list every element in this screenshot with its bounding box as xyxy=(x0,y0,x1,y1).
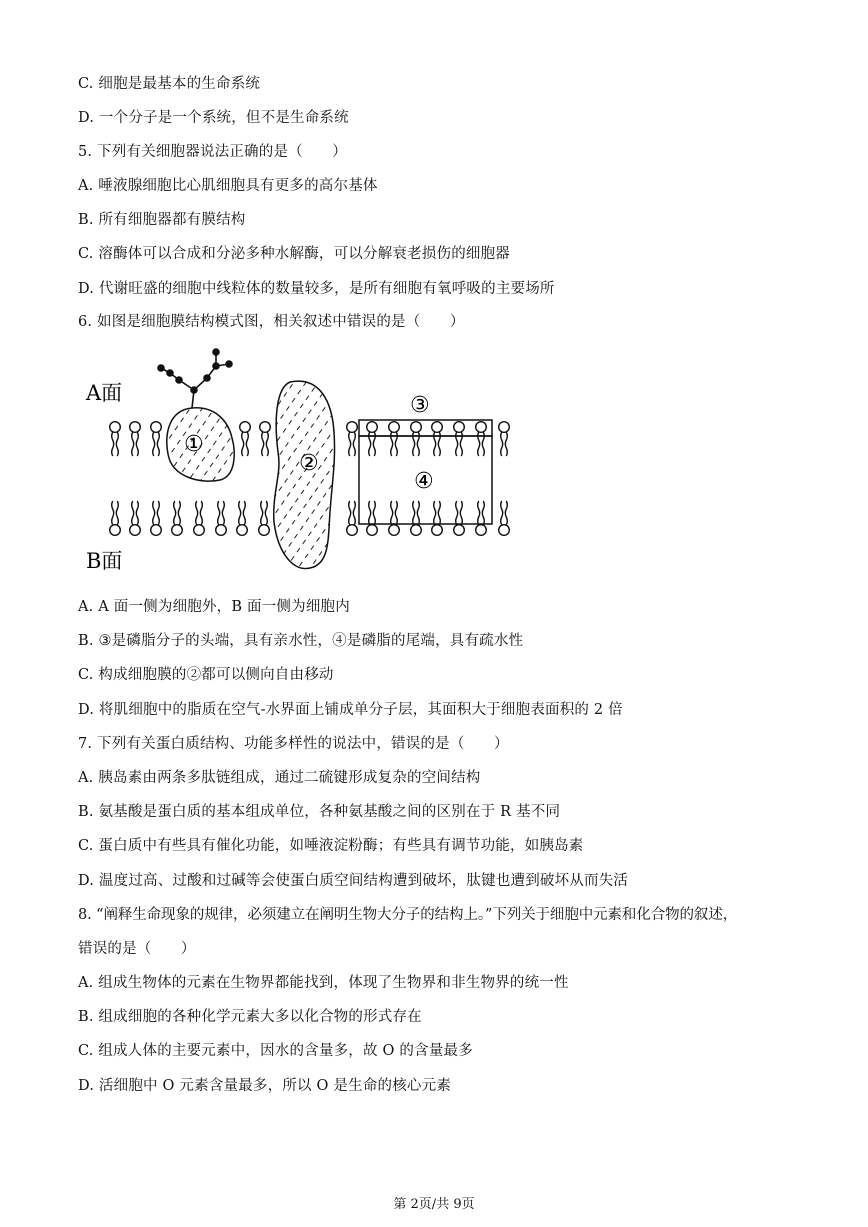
cell-membrane-diagram xyxy=(84,342,524,578)
option-8d: D. 活细胞中 O 元素含量最多，所以 O 是生命的核心元素 xyxy=(78,1078,452,1094)
option-5d: D. 代谢旺盛的细胞中线粒体的数量较多，是所有细胞有氧呼吸的主要场所 xyxy=(78,281,555,297)
mark-4: ④ xyxy=(414,469,434,494)
mark-2: ② xyxy=(299,451,319,476)
mark-3: ③ xyxy=(410,393,430,418)
option-7c: C. 蛋白质中有些具有催化功能，如唾液淀粉酶；有些具有调节功能，如胰岛素 xyxy=(78,838,584,854)
page-footer: 第 2页/共 9页 xyxy=(393,1197,475,1212)
cell-membrane-figure xyxy=(84,342,524,578)
question-7: 7. 下列有关蛋白质结构、功能多样性的说法中，错误的是（ ） xyxy=(78,736,509,752)
question-6: 6. 如图是细胞膜结构模式图，相关叙述中错误的是（ ） xyxy=(78,314,465,330)
head-region-box xyxy=(359,420,492,436)
option-8a: A. 组成生物体的元素在生物界都能找到，体现了生物界和非生物界的统一性 xyxy=(78,975,569,991)
option-5a: A. 唾液腺细胞比心肌细胞具有更多的高尔基体 xyxy=(78,178,378,194)
line-q4d: D. 一个分子是一个系统，但不是生命系统 xyxy=(78,110,349,126)
question-8-cont: 错误的是（ ） xyxy=(78,941,196,957)
question-8: 8. “阐释生命现象的规律，必须建立在阐明生物大分子的结构上。”下列关于细胞中元素和化合物的叙述， xyxy=(78,907,738,923)
option-7b: B. 氨基酸是蛋白质的基本组成单位，各种氨基酸之间的区别在于 R 基不同 xyxy=(78,804,561,820)
line-q4c: C. 细胞是最基本的生命系统 xyxy=(78,76,261,92)
label-a-face: A面 xyxy=(86,381,123,405)
label-b-face: B面 xyxy=(86,549,123,573)
option-5b: B. 所有细胞器都有膜结构 xyxy=(78,212,246,228)
question-5: 5. 下列有关细胞器说法正确的是（ ） xyxy=(78,144,347,160)
glycoprotein-chain xyxy=(158,349,232,408)
option-5c: C. 溶酶体可以合成和分泌多种水解酶，可以分解衰老损伤的细胞器 xyxy=(78,246,510,262)
option-6b: B. ③是磷脂分子的头端，具有亲水性，④是磷脂的尾端，具有疏水性 xyxy=(78,633,524,649)
option-6a: A. A 面一侧为细胞外，B 面一侧为细胞内 xyxy=(78,599,350,615)
option-8c: C. 组成人体的主要元素中，因水的含量多，故 O 的含量最多 xyxy=(78,1043,473,1059)
option-7a: A. 胰岛素由两条多肽链组成，通过二硫键形成复杂的空间结构 xyxy=(78,770,481,786)
option-8b: B. 组成细胞的各种化学元素大多以化合物的形式存在 xyxy=(78,1009,422,1025)
mark-1: ① xyxy=(184,432,204,457)
option-7d: D. 温度过高、过酸和过碱等会使蛋白质空间结构遭到破坏，肽键也遭到破坏从而失活 xyxy=(78,873,629,889)
option-6c: C. 构成细胞膜的②都可以侧向自由移动 xyxy=(78,667,334,683)
option-6d: D. 将肌细胞中的脂质在空气-水界面上铺成单分子层，其面积大于细胞表面积的 2 倍 xyxy=(78,702,623,718)
